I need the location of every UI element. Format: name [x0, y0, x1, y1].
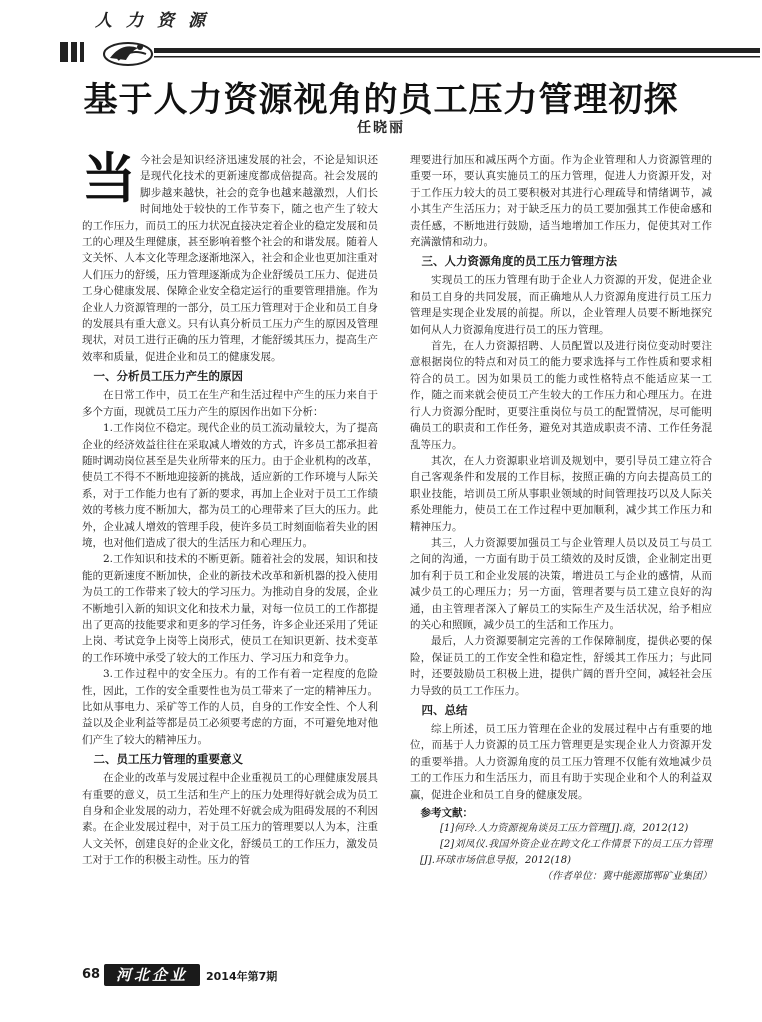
left-column [82, 147, 378, 869]
body-paragraph: 1.工作岗位不稳定。现代企业的员工流动量较大，为了提高企业的经济效益往往在采取减人增效的方式，许多员工都承担着随时调动岗位甚至是失业所带来的压力。由于企业机构的改革，使员工不得不不断地迎接新的挑战，适应新的工作环境与人际关系，对于工作能力也有了新的要求，再加上企业对于员工工作绩效的考核力度不断加大，都为员工的心理带来了巨大的压力。此外，企业减人增效的管理手段，使许多员工时刻面临着失业的困境，也对他们造成了很大的生活压力和心理压力。 [82, 422, 378, 549]
people-logo-icon [104, 43, 152, 65]
body-paragraph: 在日常工作中，员工在生产和生活过程中产生的压力来自于多个方面，现就员工压力产生的原因作出如下分析： [82, 389, 378, 418]
body-paragraph-continued: 理要进行加压和减压两个方面。作为企业管理和人力资源管理的重要一环，要认真实施员工的压力管理，促进人力资源开发，对于工作压力较大的员工要积极对其进行心理疏导和情绪调节，减小其生产生活压力；对于缺乏压力的员工要加强其工作使命感和责任感，不断地进行鼓励，适当地增加工作压力，促使其对工作充满激情和动力。 [410, 154, 712, 249]
body-paragraph: 其次，在人力资源职业培训及规划中，要引导员工建立符合自己客观条件和发展的工作目标，按照正确的方向去提高员工的职业技能，培训员工所从事职业领域的时间管理技巧以及人际关系处理能力，使员工在工作过程中更加顺利，减少其工作压力和精神压力。 [410, 454, 712, 533]
header-decoration [60, 38, 760, 66]
author-affiliation: （作者单位：冀中能源邯郸矿业集团） [542, 871, 712, 883]
body-paragraph: 首先，在人力资源招聘、人员配置以及进行岗位变动时要注意根据岗位的特点和对员工的能力要求选择与工作性质和要求相符合的员工。因为如果员工的能力或性格特点不能适应某一工作，随之而来就会使员工产生较大的工作压力和心理压力。在进行人力资源分配时，更要注重岗位与员工的配置情况，尽可能明确员工的职责和工作任务，避免对其造成职责不清、工作任务混乱等压力。 [410, 340, 712, 451]
section-name: 人力资源 [95, 11, 219, 31]
page-number: 68 [82, 967, 101, 982]
issue-label: 2014年第7期 [206, 970, 278, 983]
section-heading-2: 二、员工压力管理的重要意义 [93, 752, 243, 767]
section-heading-3: 三、人力资源角度的员工压力管理方法 [421, 254, 617, 269]
author-name: 任晓丽 [357, 120, 405, 136]
references-title: 参考文献： [420, 807, 473, 820]
section-heading-4: 四、总结 [421, 703, 468, 717]
body-paragraph: 综上所述，员工压力管理在企业的发展过程中占有重要的地位，而基于人力资源的员工压力管理更是实现企业人力资源开发的重要举措。人力资源角度的员工压力管理不仅能有效地减少员工的工作压力和生活压力，而且有助于实现企业和个人的利益双赢，促进企业和员工自身的健康发展。 [410, 723, 712, 801]
section-heading-1: 一、分析员工压力产生的原因 [93, 369, 243, 384]
page-footer [82, 964, 382, 988]
body-paragraph: 最后，人力资源要制定完善的工作保障制度，提供必要的保险，保证员工的工作安全性和稳定性，舒缓其工作压力；与此同时，还要鼓励员工积极上进，提供广阔的晋升空间，减轻社会压力导致的员工工作压力。 [410, 635, 712, 697]
body-paragraph: 在企业的改革与发展过程中企业重视员工的心理健康发展具有重要的意义，员工生活和生产上的压力处理得好就会成为员工自身和企业发展的动力，若处理不好就会成为阻碍发展的不利因素。在企业发展过程中，对于员工压力的管理要以人为本，注重人文关怀，创建良好的企业文化，舒缓员工的工作压力，激发员工对于工作的积极主动性。压力的管 [82, 772, 378, 867]
article-title: 基于人力资源视角的员工压力管理初探 [83, 80, 679, 120]
page-header [0, 0, 762, 80]
body-paragraph: 其三，人力资源要加强员工与企业管理人员以及员工与员工之间的沟通，一方面有助于员工绩效的及时反馈，企业制定出更加有利于员工和企业发展的决策，增进员工与企业的感情，从而减少员工的心理压力；另一方面，管理者要与员工建立良好的沟通，由主管理者深入了解员工的实际生产及生活状况，给予相应的关心和照顾，减少员工的生活和工作压力。 [410, 536, 712, 631]
intro-paragraph: 今社会是知识经济迅速发展的社会，不论是知识还是现代化技术的更新速度都成倍提高。社会发展的脚步越来越快，社会的竞争也越来越激烈，人们长时间地处于较快的工作节奏下，随之也产生了较大的工作压力，而员工的压力状况直接决定着企业的稳定发展和员工的心理及生理健康，甚至影响着整个社会的和谐发展。随着人文关怀、人本文化等理念逐渐地深入，社会和企业也更加注重对人们压力的舒缓，压力管理逐渐成为企业舒缓员工压力、促进员工身心健康发展、保障企业安全稳定运行的重要管理措施。作为企业人力资源管理的一部分，员工压力管理对于企业和员工自身的发展具有重大意义。只有认真分析员工压力产生的原因及管理现状，对员工进行正确的压力管理，才能舒缓其压力，提高生产效率和质量，促进企业和员工的健康发展。 [82, 154, 378, 363]
body-paragraph: 实现员工的压力管理有助于企业人力资源的开发，促进企业和员工自身的共同发展，而正确地从人力资源角度进行员工压力管理是实现企业发展的前提。所以，企业管理人员要不断地探究如何从人力资源角度进行员工的压力管理。 [410, 274, 712, 336]
reference-item: [1]何玲.人力资源视角谈员工压力管理[J].商，2012(12) [440, 823, 689, 835]
body-paragraph: 2.工作知识和技术的不断更新。随着社会的发展，知识和技能的更新速度不断加快，企业的新技术改革和新机器的投入使用为员工的工作带来了较大的学习压力。为推动自身的发展，企业不断地引入新的知识文化和技术力量，对每一位员工的工作都提出了更高的技能要求和更多的学习任务，许多企业还采用了凭证上岗、考试竞争上岗等上岗形式，使员工在知识更新、技术变革的工作环境中承受了较大的工作压力、学习压力和竞争力。 [82, 553, 378, 664]
right-column [410, 152, 712, 886]
drop-cap: 当 [82, 147, 136, 210]
reference-item: [2]刘凤仪.我国外资企业在跨文化工作情景下的员工压力管理[J].环球市场信息导报，2012(18) [420, 839, 712, 867]
journal-name-badge: 河北企业 [104, 964, 200, 986]
body-paragraph: 3.工作过程中的安全压力。有的工作有着一定程度的危险性，因此，工作的安全重要性也为员工带来了一定的精神压力。比如从事电力、采矿等工作的人员，自身的工作安全性、个人利益以及企业利益等都是员工必须要考虑的方面，不可避免地对他们产生了较大的精神压力。 [82, 668, 378, 746]
